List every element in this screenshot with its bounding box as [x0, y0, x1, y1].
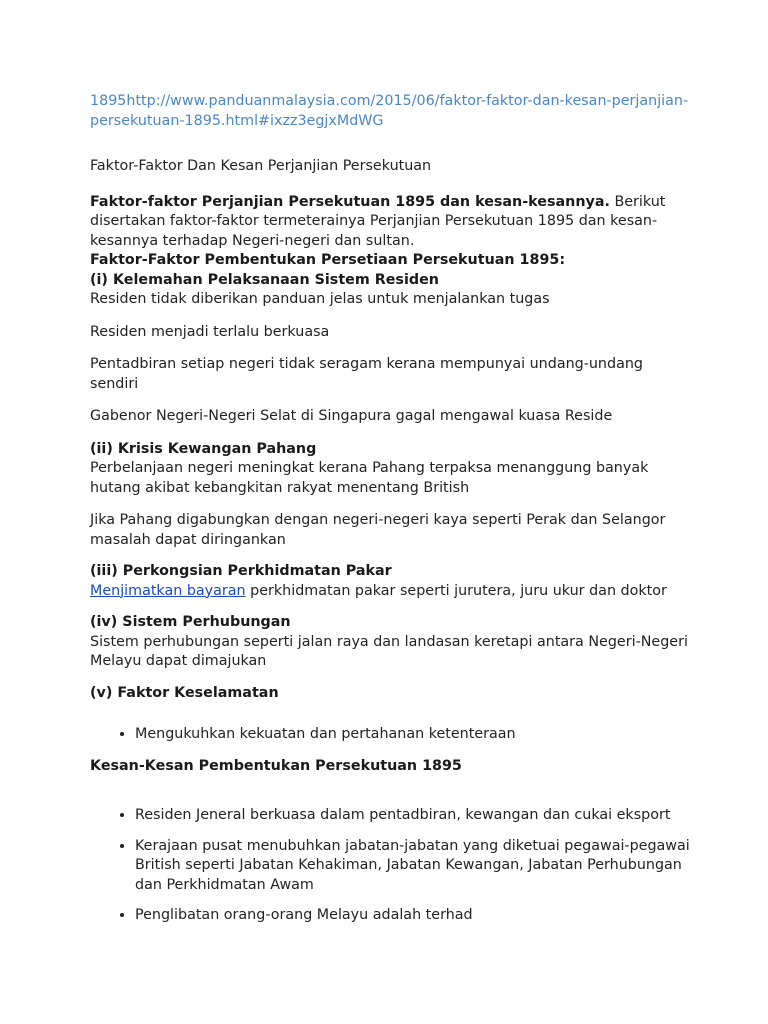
list-item: • Mengukuhkan kekuatan dan pertahanan ketenteraan — [135, 725, 690, 745]
intro-text: Berikut disertakan faktor-faktor termeterainya Perjanjian Persekutuan 1895 dan kesan-kesannya terhadap Negeri-negeri dan sultan. — [90, 193, 666, 249]
source-url[interactable]: 1895http://www.panduanmalaysia.com/2015/06/faktor-faktor-dan-kesan-perjanjian-persekutuan-1895.html#ixzz3egjxMdWG — [90, 93, 689, 129]
section1-point: Residen menjadi terlalu berkuasa — [90, 323, 330, 340]
section1-heading: (i) Kelemahan Pelaksanaan Sistem Residen — [90, 271, 439, 288]
section2-point: Perbelanjaan negeri meningkat kerana Pahang terpaksa menanggung banyak hutang akibat kebangkitan rakyat menentang British — [90, 460, 649, 496]
effects-bullet-list — [90, 806, 690, 926]
section2-heading: (ii) Krisis Kewangan Pahang — [90, 440, 317, 457]
section1-point: Pentadbiran setiap negeri tidak seragam kerana mempunyai undang-undang sendiri — [90, 356, 643, 392]
section5-bullet-list — [90, 725, 690, 745]
list-item: • Penglibatan orang-orang Melayu adalah terhad — [135, 906, 690, 926]
section4-heading: (iv) Sistem Perhubungan — [90, 614, 291, 630]
factors-heading: Faktor-Faktor Pembentukan Persetiaan Persekutuan 1895: — [90, 252, 566, 268]
effects-heading: Kesan-Kesan Pembentukan Persekutuan 1895 — [90, 757, 462, 774]
list-item: • Kerajaan pusat menubuhkan jabatan-jabatan yang diketuai pegawai-pegawai British seperti Jabatan Kehakiman, Jabatan Kewangan, Jabatan Perhubungan dan Perkhidmatan Awam — [135, 837, 690, 896]
savings-link[interactable]: Menjimatkan bayaran — [90, 582, 246, 599]
section3-text: perkhidmatan pakar seperti jurutera, juru ukur dan doktor — [245, 582, 667, 599]
section3-heading: (iii) Perkongsian Perkhidmatan Pakar — [90, 563, 392, 579]
intro-paragraph — [90, 193, 690, 252]
section2-point: Jika Pahang digabungkan dengan negeri-negeri kaya seperti Perak dan Selangor masalah dapat diringankan — [90, 512, 666, 548]
intro-bold: Faktor-faktor Perjanjian Persekutuan 1895 dan kesan-kesannya. — [90, 193, 610, 210]
section3-paragraph — [90, 582, 690, 602]
section1-point: Gabenor Negeri-Negeri Selat di Singapura gagal mengawal kuasa Reside — [90, 408, 613, 424]
document-body — [90, 92, 690, 926]
list-item: • Residen Jeneral berkuasa dalam pentadbiran, kewangan dan cukai eksport — [135, 806, 690, 826]
section5-heading: (v) Faktor Keselamatan — [90, 684, 279, 701]
document-subtitle: Faktor-Faktor Dan Kesan Perjanjian Persekutuan — [90, 158, 432, 174]
section1-point: Residen tidak diberikan panduan jelas untuk menjalankan tugas — [90, 291, 550, 307]
section4-text: Sistem perhubungan seperti jalan raya dan landasan keretapi antara Negeri-Negeri Melayu dapat dimajukan — [90, 633, 688, 669]
